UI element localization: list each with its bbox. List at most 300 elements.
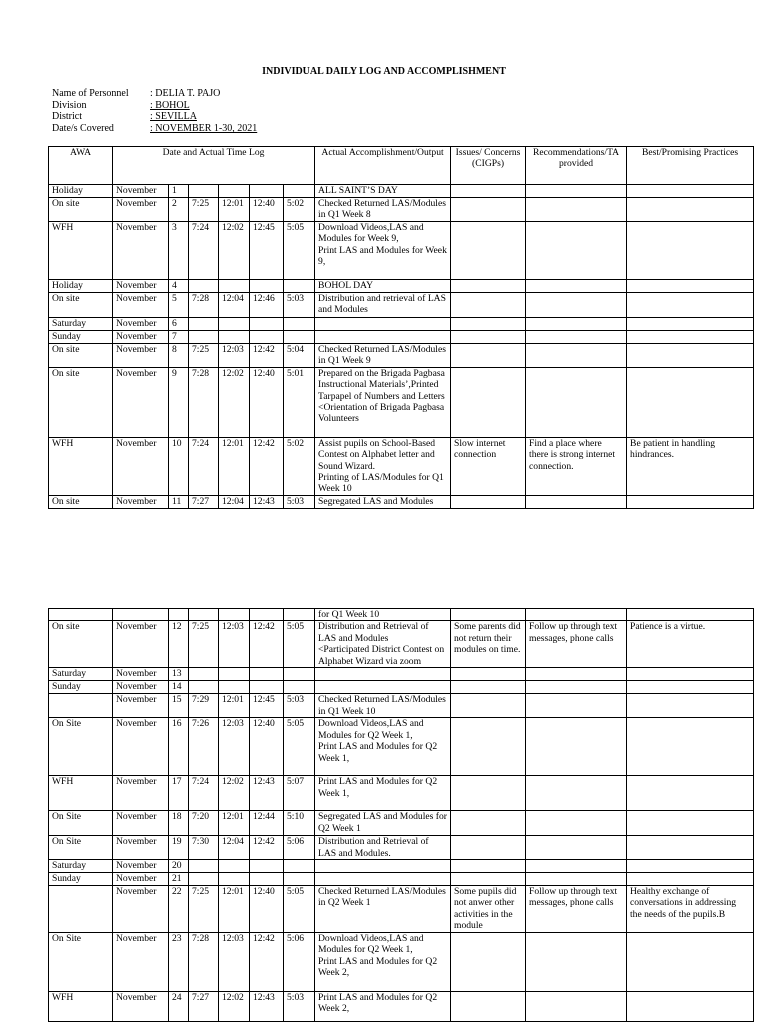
recommendations-cell [526,185,627,198]
log-table-page-2 [48,608,754,1022]
time-in-pm-cell: 12:42 [250,437,284,495]
time-out-pm-cell [284,668,315,681]
time-out-am-cell [219,872,250,885]
time-out-pm-cell: 5:07 [284,776,315,811]
month-cell: November [113,681,169,694]
accomplishment-cell: Checked Returned LAS/Modules in Q1 Week 8 [315,198,451,222]
best-practices-cell [627,609,754,621]
awa-cell [49,609,113,621]
table-row [49,991,754,1021]
best-practices-cell [627,811,754,836]
accomplishment-cell: Print LAS and Modules for Q2 Week 2, [315,991,451,1021]
info-value: : DELIA T. PAJO [150,88,221,99]
time-in-pm-cell [250,317,284,330]
document-title: INDIVIDUAL DAILY LOG AND ACCOMPLISHMENT [262,66,506,77]
time-in-am-cell [189,609,219,621]
time-out-am-cell [219,279,250,292]
accomplishment-cell: Segregated LAS and Modules for Q2 Week 1 [315,811,451,836]
table-row [49,367,754,437]
time-in-am-cell [189,860,219,872]
accomplishment-cell [315,317,451,330]
time-out-pm-cell: 5:01 [284,367,315,437]
awa-cell: On site [49,367,113,437]
best-practices-cell: Be patient in handling hindrances. [627,437,754,495]
month-cell: November [113,872,169,885]
month-cell: November [113,621,169,668]
day-cell: 5 [169,292,189,317]
time-in-pm-cell [250,872,284,885]
day-cell: 7 [169,330,189,343]
month-cell: November [113,991,169,1021]
awa-cell: On Site [49,836,113,860]
issues-cell [451,718,526,776]
day-cell: 6 [169,317,189,330]
best-practices-cell: Healthy exchange of conversations in addressing the needs of the pupils.B [627,885,754,932]
month-cell: November [113,860,169,872]
awa-cell: On site [49,495,113,508]
best-practices-cell [627,367,754,437]
issues-cell [451,330,526,343]
time-out-pm-cell [284,609,315,621]
recommendations-cell [526,872,627,885]
issues-cell [451,609,526,621]
day-cell: 2 [169,198,189,222]
info-row-dates [52,123,257,135]
time-out-am-cell [219,668,250,681]
awa-cell: WFH [49,991,113,1021]
day-cell: 12 [169,621,189,668]
best-practices-cell: Patience is a virtue. [627,621,754,668]
header-row [49,147,754,185]
best-practices-cell [627,330,754,343]
best-practices-cell [627,668,754,681]
best-practices-cell [627,317,754,330]
recommendations-cell: Follow up through text messages, phone calls [526,621,627,668]
time-in-pm-cell: 12:42 [250,343,284,367]
recommendations-cell [526,811,627,836]
accomplishment-cell: Download Videos,LAS and Modules for Q2 Week 1, Print LAS and Modules for Q2 Week 2, [315,932,451,991]
best-practices-cell [627,718,754,776]
recommendations-cell [526,495,627,508]
recommendations-cell [526,292,627,317]
accomplishment-cell: Distribution and retrieval of LAS and Modules [315,292,451,317]
time-in-am-cell [189,668,219,681]
best-practices-cell [627,221,754,279]
info-row-name [52,88,257,100]
header-issues: Issues/ Concerns (CIGPs) [451,147,526,185]
month-cell: November [113,718,169,776]
issues-cell: Some parents did not return their modules on time. [451,621,526,668]
month-cell: November [113,185,169,198]
recommendations-cell [526,367,627,437]
time-in-pm-cell [250,279,284,292]
accomplishment-cell: Print LAS and Modules for Q2 Week 1, [315,776,451,811]
time-in-am-cell [189,872,219,885]
day-cell: 15 [169,694,189,718]
recommendations-cell [526,681,627,694]
accomplishment-cell: for Q1 Week 10 [315,609,451,621]
awa-cell: WFH [49,776,113,811]
best-practices-cell [627,495,754,508]
recommendations-cell [526,668,627,681]
issues-cell [451,991,526,1021]
day-cell: 18 [169,811,189,836]
recommendations-cell [526,198,627,222]
time-out-pm-cell: 5:06 [284,932,315,991]
accomplishment-cell: Checked Returned LAS/Modules in Q2 Week 1 [315,885,451,932]
time-out-am-cell [219,317,250,330]
time-out-am-cell: 12:02 [219,367,250,437]
time-in-am-cell: 7:25 [189,885,219,932]
awa-cell: Sunday [49,872,113,885]
time-out-am-cell: 12:03 [219,718,250,776]
accomplishment-cell [315,872,451,885]
time-out-pm-cell [284,330,315,343]
time-in-am-cell: 7:25 [189,343,219,367]
time-out-pm-cell [284,317,315,330]
time-in-pm-cell: 12:45 [250,221,284,279]
time-in-pm-cell [250,185,284,198]
table-row [49,681,754,694]
header-awa: AWA [49,147,113,185]
recommendations-cell [526,776,627,811]
day-cell: 10 [169,437,189,495]
table-row [49,621,754,668]
time-in-am-cell: 7:28 [189,932,219,991]
issues-cell [451,694,526,718]
time-out-pm-cell [284,872,315,885]
awa-cell: WFH [49,221,113,279]
table-row [49,343,754,367]
day-cell: 13 [169,668,189,681]
time-in-am-cell [189,185,219,198]
day-cell: 4 [169,279,189,292]
accomplishment-cell: BOHOL DAY [315,279,451,292]
time-out-pm-cell: 5:02 [284,437,315,495]
info-row-division [52,100,257,112]
time-in-am-cell: 7:25 [189,198,219,222]
issues-cell: Some pupils did not anwer other activities in the module [451,885,526,932]
time-out-am-cell: 12:02 [219,221,250,279]
issues-cell [451,367,526,437]
issues-cell [451,185,526,198]
issues-cell [451,317,526,330]
month-cell: November [113,885,169,932]
month-cell: November [113,343,169,367]
info-value: : BOHOL [150,99,190,111]
recommendations-cell [526,694,627,718]
time-in-am-cell: 7:27 [189,495,219,508]
recommendations-cell [526,221,627,279]
day-cell: 19 [169,836,189,860]
time-out-pm-cell: 5:10 [284,811,315,836]
best-practices-cell [627,292,754,317]
accomplishment-cell: Assist pupils on School-Based Contest on Alphabet letter and Sound Wizard. Printing of LAS/Modules for Q1 Week 10 [315,437,451,495]
time-out-pm-cell: 5:03 [284,991,315,1021]
time-in-am-cell: 7:29 [189,694,219,718]
table-row [49,776,754,811]
time-out-pm-cell: 5:06 [284,836,315,860]
time-out-am-cell: 12:01 [219,811,250,836]
month-cell: November [113,437,169,495]
recommendations-cell [526,991,627,1021]
table-row [49,860,754,872]
best-practices-cell [627,694,754,718]
accomplishment-cell: ALL SAINT’S DAY [315,185,451,198]
day-cell: 9 [169,367,189,437]
best-practices-cell [627,991,754,1021]
table-row [49,330,754,343]
issues-cell [451,279,526,292]
time-out-pm-cell: 5:03 [284,694,315,718]
awa-cell: Saturday [49,317,113,330]
time-in-pm-cell [250,668,284,681]
table-row [49,872,754,885]
month-cell: November [113,198,169,222]
awa-cell: On site [49,621,113,668]
day-cell: 22 [169,885,189,932]
time-out-pm-cell: 5:04 [284,343,315,367]
month-cell: November [113,330,169,343]
time-out-am-cell: 12:04 [219,836,250,860]
time-out-pm-cell [284,185,315,198]
recommendations-cell [526,317,627,330]
time-in-pm-cell [250,860,284,872]
month-cell: November [113,668,169,681]
awa-cell: Sunday [49,330,113,343]
info-label: Division [52,99,87,111]
issues-cell [451,198,526,222]
issues-cell [451,776,526,811]
day-cell: 21 [169,872,189,885]
table-row [49,198,754,222]
time-in-pm-cell: 12:45 [250,694,284,718]
issues-cell [451,343,526,367]
time-in-pm-cell: 12:42 [250,621,284,668]
time-in-am-cell [189,330,219,343]
time-in-pm-cell: 12:43 [250,495,284,508]
best-practices-cell [627,836,754,860]
info-label: District [52,111,82,123]
accomplishment-cell [315,330,451,343]
awa-cell: Saturday [49,668,113,681]
day-cell: 23 [169,932,189,991]
recommendations-cell [526,609,627,621]
recommendations-cell [526,279,627,292]
table-row [49,317,754,330]
day-cell: 1 [169,185,189,198]
best-practices-cell [627,776,754,811]
log-table-page-1 [48,146,754,509]
table-row [49,932,754,991]
time-out-pm-cell: 5:05 [284,621,315,668]
month-cell: November [113,776,169,811]
accomplishment-cell: Download Videos,LAS and Modules for Q2 Week 1, Print LAS and Modules for Q2 Week 1, [315,718,451,776]
time-in-pm-cell: 12:40 [250,718,284,776]
info-row-district [52,111,257,123]
recommendations-cell [526,343,627,367]
day-cell: 17 [169,776,189,811]
time-in-pm-cell: 12:43 [250,991,284,1021]
table-row [49,609,754,621]
awa-cell: Sunday [49,681,113,694]
recommendations-cell [526,836,627,860]
issues-cell: Slow internet connection [451,437,526,495]
issues-cell [451,836,526,860]
time-out-pm-cell [284,681,315,694]
month-cell: November [113,811,169,836]
time-out-pm-cell: 5:05 [284,718,315,776]
time-in-pm-cell: 12:40 [250,198,284,222]
recommendations-cell [526,860,627,872]
awa-cell: Holiday [49,185,113,198]
day-cell [169,609,189,621]
time-in-pm-cell: 12:46 [250,292,284,317]
best-practices-cell [627,198,754,222]
awa-cell: Holiday [49,279,113,292]
time-in-am-cell [189,681,219,694]
time-in-am-cell: 7:28 [189,367,219,437]
awa-cell: On Site [49,718,113,776]
day-cell: 8 [169,343,189,367]
time-out-am-cell: 12:03 [219,343,250,367]
awa-cell: On site [49,292,113,317]
issues-cell [451,221,526,279]
accomplishment-cell: Distribution and Retrieval of LAS and Modules. [315,836,451,860]
time-out-am-cell: 12:04 [219,495,250,508]
month-cell: November [113,495,169,508]
issues-cell [451,495,526,508]
issues-cell [451,860,526,872]
month-cell [113,609,169,621]
info-value: : NOVEMBER 1-30, 2021 [150,123,258,135]
table-row [49,437,754,495]
table-row [49,185,754,198]
info-value: : SEVILLA [150,111,197,123]
awa-cell: WFH [49,437,113,495]
month-cell: November [113,367,169,437]
month-cell: November [113,694,169,718]
accomplishment-cell [315,681,451,694]
time-out-pm-cell [284,860,315,872]
time-in-am-cell: 7:25 [189,621,219,668]
time-out-pm-cell [284,279,315,292]
table-row [49,811,754,836]
month-cell: November [113,317,169,330]
table-row [49,885,754,932]
time-out-am-cell: 12:04 [219,292,250,317]
recommendations-cell [526,330,627,343]
issues-cell [451,292,526,317]
time-out-am-cell: 12:02 [219,776,250,811]
time-out-pm-cell: 5:05 [284,885,315,932]
header-best-practices: Best/Promising Practices [627,147,754,185]
accomplishment-cell [315,668,451,681]
accomplishment-cell: Segregated LAS and Modules [315,495,451,508]
accomplishment-cell: Prepared on the Brigada Pagbasa Instructional Materials’,Printed Tarpapel of Numbers and Letters <Orientation of Brigada Pagbasa Volunteers [315,367,451,437]
time-out-am-cell: 12:01 [219,198,250,222]
table-row [49,292,754,317]
awa-cell: On Site [49,811,113,836]
time-in-pm-cell [250,609,284,621]
time-in-am-cell [189,317,219,330]
time-out-am-cell: 12:03 [219,621,250,668]
awa-cell [49,694,113,718]
time-out-pm-cell: 5:02 [284,198,315,222]
awa-cell: On site [49,343,113,367]
time-in-am-cell: 7:26 [189,718,219,776]
time-in-pm-cell: 12:42 [250,836,284,860]
day-cell: 14 [169,681,189,694]
time-in-am-cell: 7:24 [189,221,219,279]
month-cell: November [113,836,169,860]
table-row [49,495,754,508]
accomplishment-cell: Checked Returned LAS/Modules in Q1 Week 10 [315,694,451,718]
time-out-am-cell: 12:01 [219,437,250,495]
day-cell: 3 [169,221,189,279]
issues-cell [451,668,526,681]
best-practices-cell [627,860,754,872]
accomplishment-cell [315,860,451,872]
header-date-log: Date and Actual Time Log [113,147,315,185]
awa-cell: On Site [49,932,113,991]
time-out-pm-cell: 5:03 [284,495,315,508]
best-practices-cell [627,681,754,694]
time-in-pm-cell: 12:40 [250,885,284,932]
recommendations-cell: Follow up through text messages, phone calls [526,885,627,932]
time-out-pm-cell: 5:03 [284,292,315,317]
table-row [49,836,754,860]
time-in-pm-cell: 12:44 [250,811,284,836]
info-label: Name of Personnel [52,88,129,99]
table-row [49,279,754,292]
time-in-am-cell: 7:28 [189,292,219,317]
time-in-pm-cell [250,681,284,694]
recommendations-cell: Find a place where there is strong internet connection. [526,437,627,495]
header-recommendations: Recommendations/TA provided [526,147,627,185]
time-out-am-cell: 12:01 [219,885,250,932]
personnel-info [52,88,257,135]
time-out-am-cell: 12:01 [219,694,250,718]
month-cell: November [113,221,169,279]
best-practices-cell [627,185,754,198]
time-in-am-cell: 7:24 [189,776,219,811]
table-row [49,221,754,279]
best-practices-cell [627,343,754,367]
best-practices-cell [627,872,754,885]
header-accomplishment: Actual Accomplishment/Output [315,147,451,185]
awa-cell: On site [49,198,113,222]
time-in-pm-cell: 12:42 [250,932,284,991]
awa-cell: Saturday [49,860,113,872]
best-practices-cell [627,279,754,292]
time-in-pm-cell: 12:43 [250,776,284,811]
day-cell: 16 [169,718,189,776]
time-in-pm-cell [250,330,284,343]
issues-cell [451,932,526,991]
accomplishment-cell: Download Videos,LAS and Modules for Week 9, Print LAS and Modules for Week 9, [315,221,451,279]
time-out-am-cell [219,681,250,694]
recommendations-cell [526,718,627,776]
recommendations-cell [526,932,627,991]
time-out-am-cell: 12:03 [219,932,250,991]
issues-cell [451,872,526,885]
time-out-pm-cell: 5:05 [284,221,315,279]
time-in-am-cell: 7:30 [189,836,219,860]
month-cell: November [113,279,169,292]
issues-cell [451,681,526,694]
time-in-pm-cell: 12:40 [250,367,284,437]
